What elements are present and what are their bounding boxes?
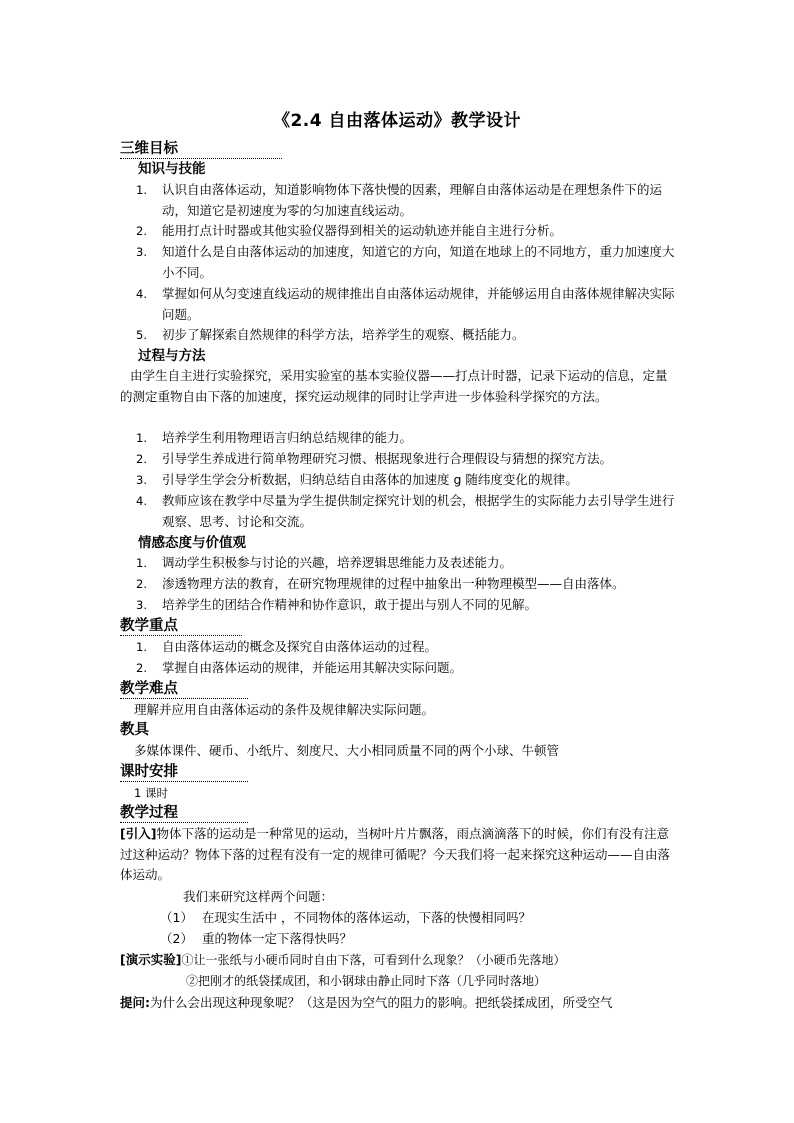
list-item — [136, 180, 684, 221]
list-item — [136, 658, 684, 679]
list-text: 掌握自由落体运动的规律，并能运用其解决实际问题。 — [162, 660, 463, 675]
list-item — [136, 221, 684, 242]
question-number: （1） — [160, 910, 193, 925]
intro-label: [引入] — [120, 826, 157, 841]
section-heading-process: 教学过程 — [120, 804, 248, 823]
demo-text-1: ①让一张纸与小硬币同时自由下落，可看到什么现象？（小硬币先落地） — [181, 953, 566, 967]
list-number: 1. — [136, 640, 147, 654]
list-text: 掌握如何从匀变速直线运动的规律推出自由落体运动规律，并能够运用自由落体规律解决实际问题。 — [162, 286, 675, 322]
list-number: 2. — [136, 452, 147, 466]
list-number: 1. — [136, 431, 147, 445]
list-text: 自由落体运动的概念及探究自由落体运动的过程。 — [162, 639, 438, 654]
question-text: 重的物体一定下落得快吗？ — [202, 931, 353, 946]
demo-text-2: ②把刚才的纸袋揉成团，和小钢球由静止同时下落（几乎同时落地） — [186, 974, 547, 988]
list-text: 渗透物理方法的教育，在研究物理规律的过程中抽象出一种物理模型——自由落体。 — [162, 576, 625, 591]
list-text: 调动学生积极参与讨论的兴趣，培养逻辑思维能力及表述能力。 — [162, 555, 513, 570]
list-number: 4. — [136, 494, 147, 508]
question-text: 在现实生活中 ，不同物体的落体运动，下落的快慢相同吗？ — [202, 910, 531, 925]
list-number: 3. — [136, 473, 147, 487]
question-number: （2） — [160, 931, 193, 946]
demo-line-1 — [120, 950, 565, 970]
list-item — [136, 428, 684, 449]
section-heading-key-points: 教学重点 — [120, 617, 242, 636]
page-title: 《2.4 自由落体运动》教学设计 — [272, 111, 522, 131]
list-number: 2. — [136, 661, 147, 675]
list-text: 初步了解探索自然规律的科学方法，培养学生的观察、概括能力。 — [162, 327, 525, 342]
question-item — [160, 908, 531, 928]
list-number: 2. — [136, 577, 147, 591]
list-item — [136, 491, 684, 532]
list-number: 2. — [136, 224, 147, 238]
schedule-text: 1 课时 — [134, 786, 168, 800]
ask-label: 提问: — [120, 995, 150, 1010]
subheading-knowledge: 知识与技能 — [138, 161, 206, 177]
ask-text: 为什么会出现这种现象呢？（这是因为空气的阻力的影响。把纸袋揉成团，所受空气 — [150, 995, 613, 1010]
intro-text: 物体下落的运动是一种常见的运动，当树叶片片飘落，雨点滴滴落下的时候，你们有没有注意过这种运动？物体下落的过程有没有一定的规律可循呢？今天我们将一起来探究这种运动——自由落体运动。 — [120, 826, 671, 882]
question-item — [160, 929, 352, 949]
paragraph-process-intro: 由学生自主进行实验探究，采用实验室的基本实验仪器——打点计时器，记录下运动的信息，定量的测定重物自由下落的加速度，探究运动规律的同时让学声进一步体验科学探究的方法。 — [120, 368, 668, 404]
list-number: 1. — [136, 183, 147, 197]
tools-text: 多媒体课件、硬币、小纸片、刻度尺、大小相同质量不同的两个小球、牛顿管 — [134, 743, 560, 758]
list-item — [136, 284, 684, 325]
list-text: 培养学生利用物理语言归纳总结规律的能力。 — [162, 430, 413, 445]
difficulty-text: 理解并应用自由落体运动的条件及规律解决实际问题。 — [134, 702, 435, 717]
list-number: 1. — [136, 556, 147, 570]
list-item — [136, 574, 684, 595]
list-text: 培养学生的团结合作精神和协作意识，敢于提出与别人不同的见解。 — [162, 597, 538, 612]
list-item — [136, 242, 684, 283]
list-number: 5. — [136, 328, 147, 342]
list-text: 认识自由落体运动，知道影响物体下落快慢的因素，理解自由落体运动是在理想条件下的运动，知道它是初速度为零的匀加速直线运动。 — [162, 182, 663, 218]
subheading-attitude: 情感态度与价值观 — [138, 535, 246, 551]
list-number: 3. — [136, 245, 147, 259]
list-number: 3. — [136, 598, 147, 612]
list-item — [136, 449, 684, 470]
section-heading-tools: 教具 — [120, 722, 149, 738]
section-heading-schedule: 课时安排 — [120, 763, 248, 782]
list-item — [136, 553, 684, 574]
demo-label: [演示实验] — [120, 952, 182, 967]
list-item — [136, 637, 684, 658]
section-heading-difficulty: 教学难点 — [120, 680, 248, 699]
ask-line — [120, 993, 613, 1013]
questions-lead: 我们来研究这样两个问题： — [183, 889, 334, 904]
list-item — [136, 470, 684, 491]
list-text: 引导学生学会分析数据，归纳总结自由落体的加速度 g 随纬度变化的规律。 — [162, 472, 578, 487]
section-heading-goals: 三维目标 — [120, 140, 282, 159]
list-number: 4. — [136, 287, 147, 301]
list-item — [136, 325, 684, 346]
list-text: 引导学生养成进行简单物理研究习惯、根据现象进行合理假设与猜想的探究方法。 — [162, 451, 613, 466]
list-text: 知道什么是自由落体运动的加速度，知道它的方向，知道在地球上的不同地方，重力加速度大小不同。 — [162, 244, 675, 280]
list-text: 能用打点计时器或其他实验仪器得到相关的运动轨迹并能自主进行分析。 — [162, 223, 563, 238]
paragraph-intro — [120, 824, 674, 886]
list-text: 教师应该在教学中尽量为学生提供制定探究计划的机会，根据学生的实际能力去引导学生进行观察、思考、讨论和交流。 — [162, 493, 675, 529]
subheading-process: 过程与方法 — [138, 348, 206, 364]
list-item — [136, 595, 684, 616]
